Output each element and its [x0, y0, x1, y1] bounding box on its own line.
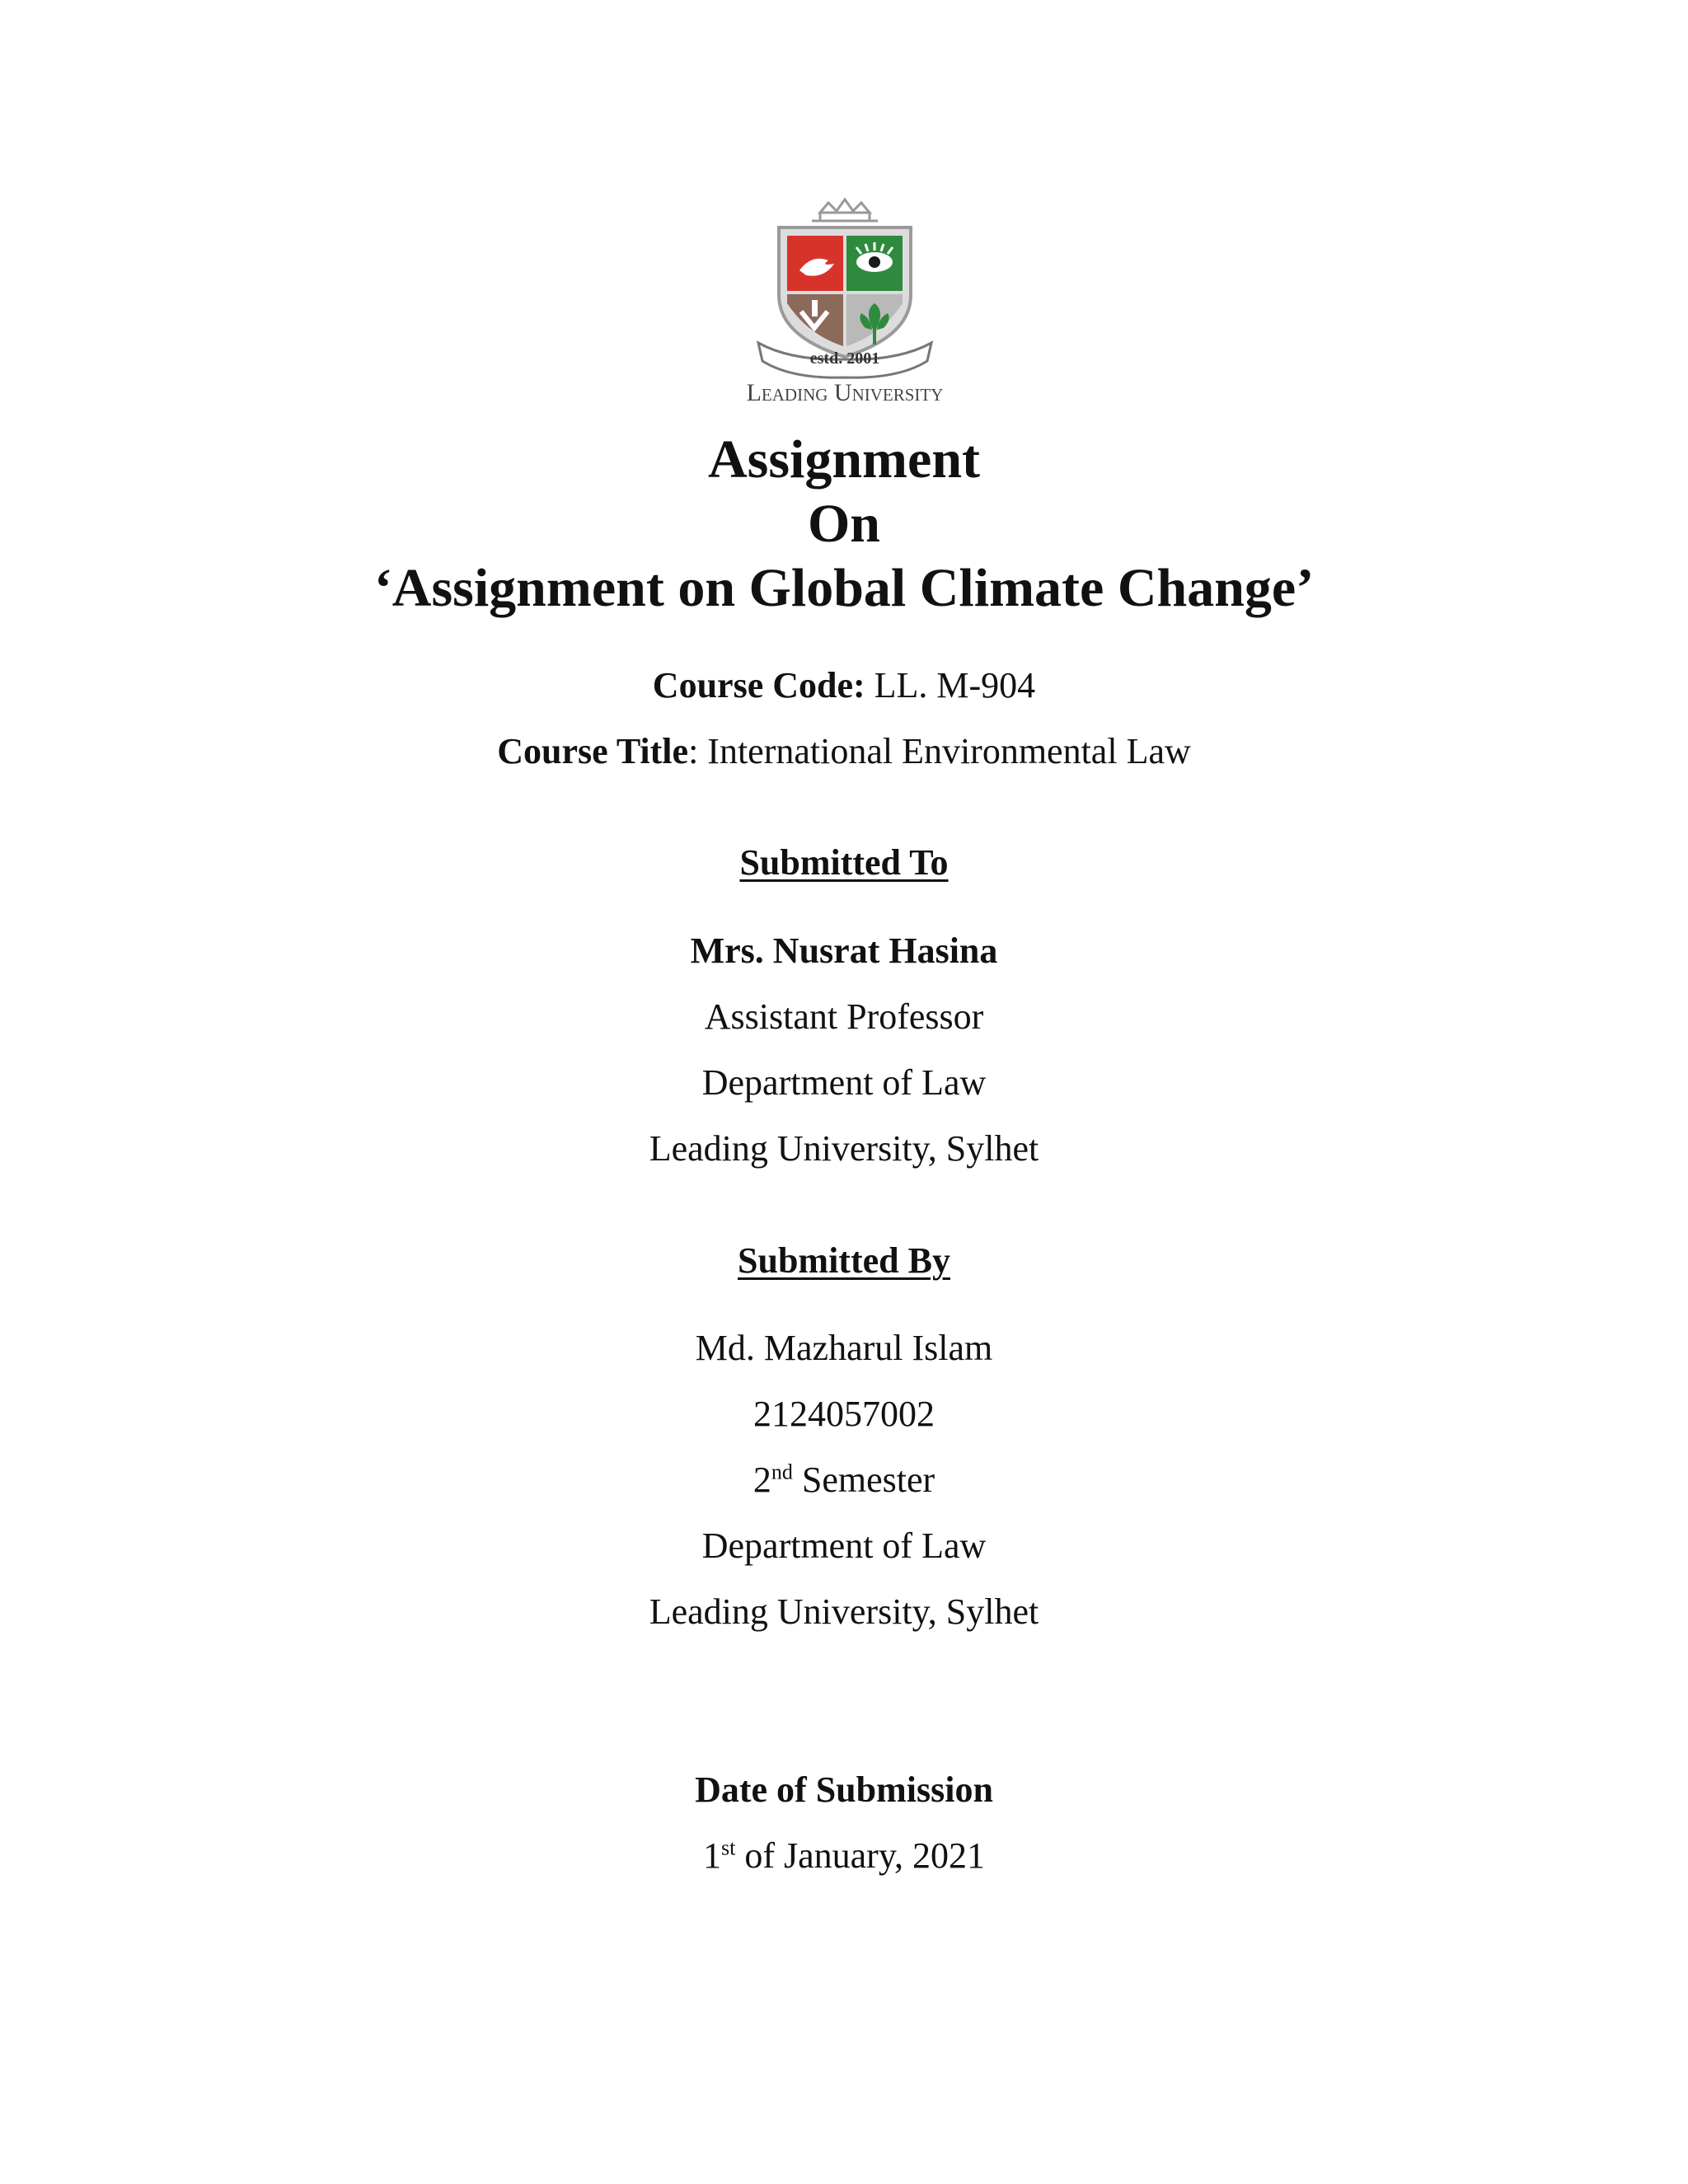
student-semester	[0, 1457, 1688, 1503]
course-code-value: LL. M-904	[865, 665, 1036, 705]
course-title-value: : International Environmental Law	[688, 731, 1191, 771]
submission-date	[0, 1833, 1688, 1879]
crest-icon	[742, 196, 948, 410]
submitted-to-label: Submitted To	[739, 842, 949, 883]
date-rest: of January, 2021	[735, 1835, 985, 1876]
semester-ordinal: nd	[771, 1460, 793, 1484]
supervisor-name: Mrs. Nusrat Hasina	[690, 930, 998, 971]
submitted-by-heading	[0, 1238, 1688, 1284]
course-title-label: Course Title	[497, 731, 689, 771]
submission-date-heading: Date of Submission	[695, 1769, 993, 1810]
student-id: 2124057002	[753, 1394, 935, 1434]
date-ordinal: st	[721, 1835, 736, 1860]
logo-university-name: Leading University	[746, 379, 944, 406]
semester-number: 2	[753, 1460, 771, 1500]
submitted-to-heading	[0, 840, 1688, 886]
supervisor-department: Department of Law	[701, 1062, 987, 1103]
supervisor-designation: Assistant Professor	[704, 996, 984, 1037]
university-logo	[742, 196, 948, 410]
submitted-by-label: Submitted By	[738, 1240, 950, 1281]
date-day: 1	[703, 1835, 721, 1876]
course-title	[0, 729, 1688, 775]
student-university: Leading University, Sylhet	[649, 1591, 1039, 1632]
heading-line-2: On	[807, 494, 881, 554]
heading-line-1: Assignment	[707, 429, 981, 490]
semester-text: Semester	[792, 1460, 935, 1500]
student-name: Md. Mazharul Islam	[695, 1328, 993, 1368]
crown-icon	[812, 199, 878, 221]
student-department: Department of Law	[701, 1526, 987, 1566]
supervisor-university: Leading University, Sylhet	[649, 1128, 1039, 1169]
assignment-title: ‘Assignment on Global Climate Change’	[373, 558, 1315, 618]
logo-estd-text: estd. 2001	[809, 349, 880, 368]
course-code-label: Course Code:	[652, 665, 865, 705]
course-code	[0, 663, 1688, 709]
